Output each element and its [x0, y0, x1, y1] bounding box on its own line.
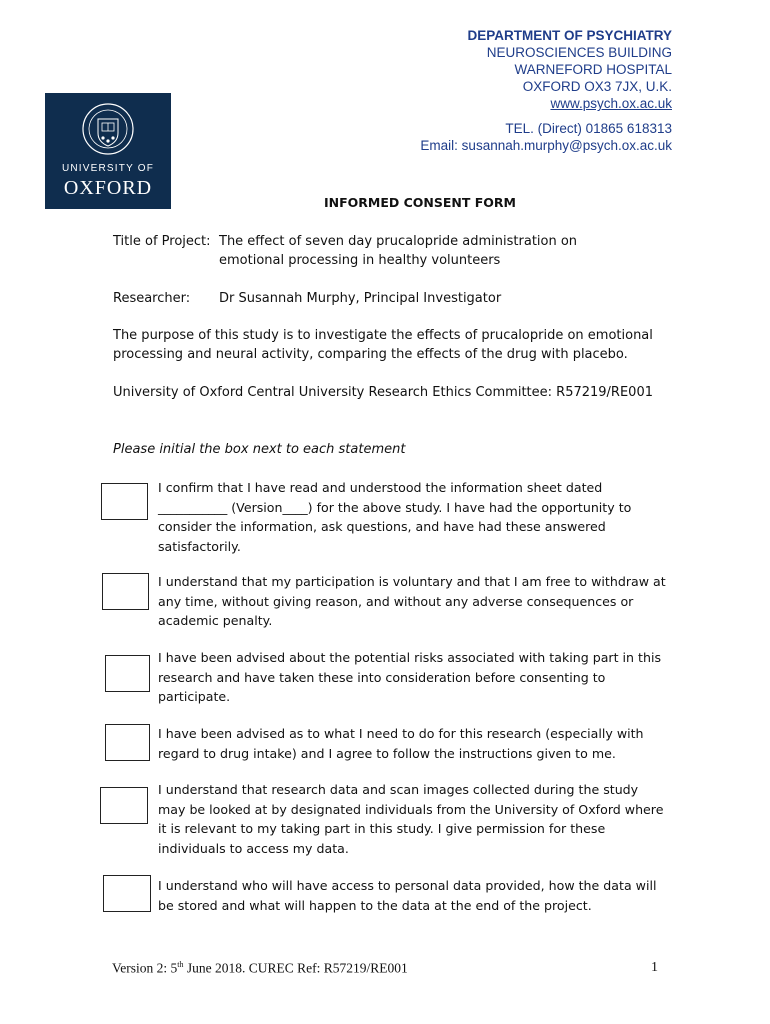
statement-1: I confirm that I have read and understood the information sheet dated ___________ (Version____) for the above study. I have had the opportunity to consider the information, ask questions, and have had these answered satisfactorily. — [158, 480, 632, 554]
oxford-logo — [45, 93, 171, 209]
initial-box-1[interactable] — [101, 483, 148, 520]
logo-university-of: UNIVERSITY OF — [61, 163, 155, 174]
website-link[interactable]: www.psych.ox.ac.uk — [550, 96, 672, 111]
oxford-crest-icon — [81, 101, 135, 161]
telephone: TEL. (Direct) 01865 618313 — [505, 121, 672, 136]
footer-version-prefix: Version 2: 5 — [112, 960, 178, 976]
footer-version-suffix: June 2018. CUREC Ref: R57219/RE001 — [183, 960, 408, 976]
initial-box-4[interactable] — [105, 724, 150, 761]
project-value: The effect of seven day prucalopride administration on emotional processing in healthy volunteers — [219, 234, 578, 268]
logo-oxford: OXFORD — [63, 177, 153, 199]
email: Email: susannah.murphy@psych.ox.ac.uk — [420, 138, 672, 153]
page-number: 1 — [651, 960, 658, 975]
address-block — [420, 27, 672, 154]
statement-5: I understand that research data and scan images collected during the study may be looked at by designated individuals from the University of Oxford where it is relevant to my taking part in this study. I give permission for these individuals to access my data. — [158, 782, 664, 856]
statement-4: I have been advised as to what I need to do for this research (especially with regard to drug intake) and I agree to follow the instructions given to me. — [158, 726, 644, 761]
building-name: NEUROSCIENCES BUILDING — [486, 45, 672, 60]
statement-2: I understand that my participation is voluntary and that I am free to withdraw at any time, without giving reason, and without any adverse consequences or academic penalty. — [158, 574, 666, 628]
city-postcode: OXFORD OX3 7JX, U.K. — [522, 79, 672, 94]
initial-box-5[interactable] — [100, 787, 148, 824]
initial-box-2[interactable] — [102, 573, 149, 610]
researcher-value: Dr Susannah Murphy, Principal Investigator — [219, 291, 502, 306]
purpose-text: The purpose of this study is to investigate the effects of prucalopride on emotional processing and neural activity, comparing the effects of the drug with placebo. — [113, 328, 653, 362]
footer-version — [112, 960, 408, 977]
initial-box-6[interactable] — [103, 875, 151, 912]
statement-3: I have been advised about the potential risks associated with taking part in this research and have taken these into consideration before consenting to participate. — [158, 650, 662, 704]
initial-box-3[interactable] — [105, 655, 150, 692]
form-title: INFORMED CONSENT FORM — [324, 195, 516, 210]
researcher-label: Researcher: — [113, 291, 191, 306]
project-row — [113, 232, 578, 268]
researcher-row — [113, 289, 502, 308]
instruction-text: Please initial the box next to each statement — [113, 442, 406, 457]
statement-6: I understand who will have access to personal data provided, how the data will be stored and what will happen to the data at the end of the project. — [158, 878, 657, 913]
ethics-text: University of Oxford Central University Research Ethics Committee: R57219/RE001 — [113, 385, 653, 400]
footer-version-sup: th — [177, 960, 184, 969]
department-name: DEPARTMENT OF PSYCHIATRY — [467, 28, 672, 43]
project-label: Title of Project: — [113, 234, 211, 249]
hospital-name: WARNEFORD HOSPITAL — [514, 62, 672, 77]
